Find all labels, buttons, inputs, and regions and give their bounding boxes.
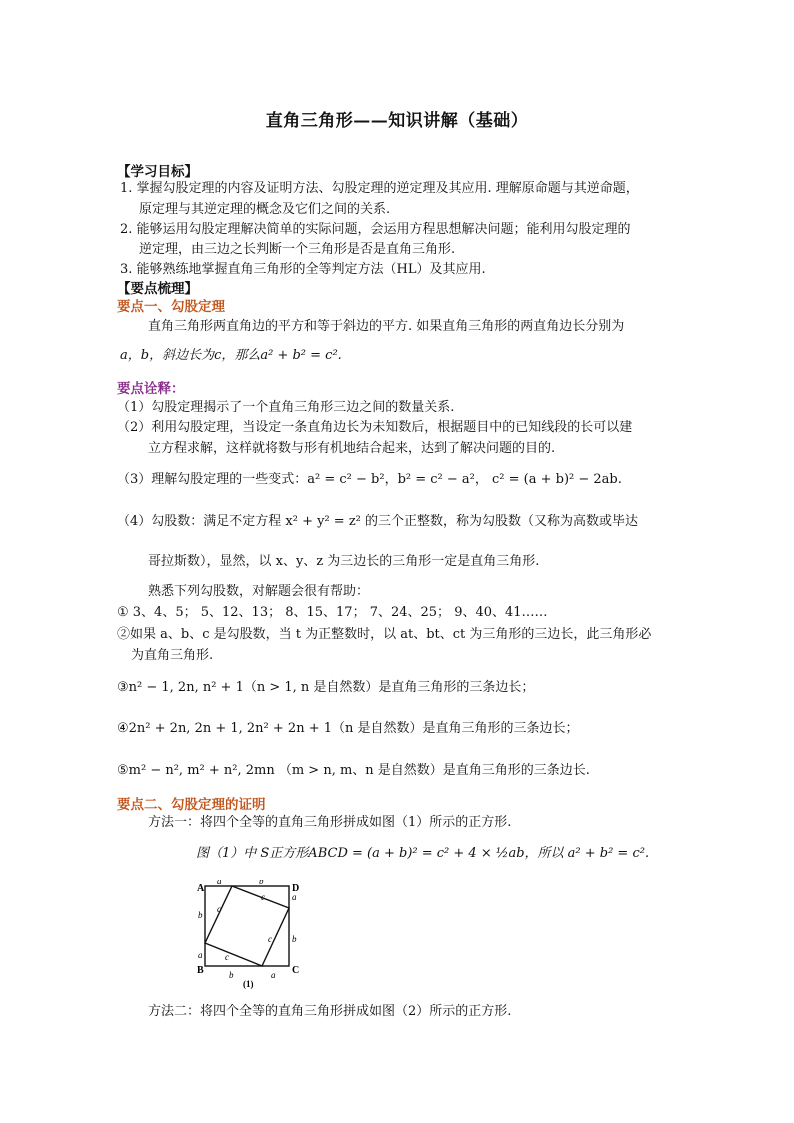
figure-1-caption: (1) bbox=[243, 979, 254, 989]
notes-heading: 要点诠释： bbox=[117, 381, 185, 397]
triples-list: ① 3、4、5； 5、12、13； 8、15、17； 7、24、25； 9、40、41…… bbox=[117, 605, 548, 620]
side-label-top-a: a bbox=[217, 880, 222, 886]
note-2-line-2: 立方程求解，这样就将数与形有机地结合起来，达到了解决问题的目的. bbox=[148, 441, 556, 456]
note-3: （3）理解勾股定理的一些变式：a² = c² − b²，b² = c² − a²， c² = (a + b)² − 2ab. bbox=[117, 472, 622, 487]
point2-heading: 要点二、勾股定理的证明 bbox=[117, 797, 266, 813]
note-2-line-1: （2）利用勾股定理，当设定一条直角边长为未知数后，根据题目中的已知线段的长可以建 bbox=[117, 420, 633, 435]
vertex-B: B bbox=[197, 965, 204, 976]
vertex-A: A bbox=[197, 883, 205, 894]
hyp-label-3: c bbox=[225, 952, 229, 962]
familiar-text: 熟悉下列勾股数，对解题会很有帮助： bbox=[148, 584, 370, 599]
item2-line-1: ②如果 a、b、c 是勾股数，当 t 为正整数时，以 at、bt、ct 为三角形的三边长，此三角形必 bbox=[117, 627, 652, 642]
hyp-label-2: c bbox=[268, 934, 272, 944]
side-label-bottom-b: b bbox=[229, 970, 234, 980]
point1-line-1: 直角三角形两直角边的平方和等于斜边的平方. 如果直角三角形的两直角边长分别为 bbox=[148, 319, 625, 334]
objective-line-4: 逆定理，由三边之长判断一个三角形是否是直角三角形. bbox=[139, 242, 456, 257]
side-label-right-b: b bbox=[292, 934, 297, 944]
item5: ⑤m² − n², m² + n², 2mn （m > n, m、n 是自然数）是直角三角形的三条边长. bbox=[117, 763, 590, 778]
objective-line-2: 原定理与其逆定理的概念及它们之间的关系. bbox=[139, 202, 391, 217]
hyp-label-1: c bbox=[261, 892, 265, 902]
inner-square bbox=[205, 886, 289, 966]
item4: ④2n² + 2n, 2n + 1, 2n² + 2n + 1（n 是自然数）是直角三角形的三条边长； bbox=[117, 721, 579, 736]
point1-line-2: a，b，斜边长为c，那么a² + b² = c². bbox=[120, 348, 342, 363]
note-1: （1）勾股定理揭示了一个直角三角形三边之间的数量关系. bbox=[117, 400, 455, 415]
review-heading: 【要点梳理】 bbox=[117, 281, 198, 297]
point1-heading: 要点一、勾股定理 bbox=[117, 299, 225, 315]
objective-line-5: 3. 能够熟练地掌握直角三角形的全等判定方法（HL）及其应用. bbox=[120, 262, 486, 277]
outer-square bbox=[205, 886, 289, 966]
side-label-top-b: b bbox=[259, 880, 264, 886]
method1-text: 方法一：将四个全等的直角三角形拼成如图（1）所示的正方形. bbox=[148, 815, 512, 830]
item2-line-2: 为直角三角形. bbox=[131, 648, 214, 663]
objective-line-3: 2. 能够运用勾股定理解决简单的实际问题，会运用方程思想解决问题；能利用勾股定理的 bbox=[120, 222, 631, 237]
method2-text: 方法二：将四个全等的直角三角形拼成如图（2）所示的正方形. bbox=[148, 1004, 512, 1019]
objectives-heading: 【学习目标】 bbox=[117, 164, 198, 180]
vertex-C: C bbox=[292, 965, 300, 976]
figure-1 bbox=[195, 880, 305, 994]
proof-formula: 图（1）中 S正方形ABCD = (a + b)² = c² + 4 × ½ab，所以 a² + b² = c². bbox=[196, 846, 650, 861]
side-label-left-a: a bbox=[198, 950, 203, 960]
note-4-line-1: （4）勾股数：满足不定方程 x² + y² = z² 的三个正整数，称为勾股数（又称为高数或毕达 bbox=[117, 514, 639, 529]
note-4-line-2: 哥拉斯数），显然，以 x、y、z 为三边长的三角形一定是直角三角形. bbox=[148, 554, 540, 569]
side-label-right-a: a bbox=[292, 892, 297, 902]
vertex-D: D bbox=[292, 883, 300, 894]
figure-1-diagram bbox=[195, 880, 305, 990]
side-label-left-b: b bbox=[198, 910, 203, 920]
side-label-bottom-a: a bbox=[271, 970, 276, 980]
page-title: 直角三角形——知识讲解（基础） bbox=[265, 111, 529, 131]
item3: ③n² − 1, 2n, n² + 1（n > 1, n 是自然数）是直角三角形的三条边长； bbox=[117, 680, 535, 695]
objective-line-1: 1. 掌握勾股定理的内容及证明方法、勾股定理的逆定理及其应用. 理解原命题与其逆命题， bbox=[120, 181, 639, 196]
hyp-label-4: c bbox=[217, 904, 221, 914]
